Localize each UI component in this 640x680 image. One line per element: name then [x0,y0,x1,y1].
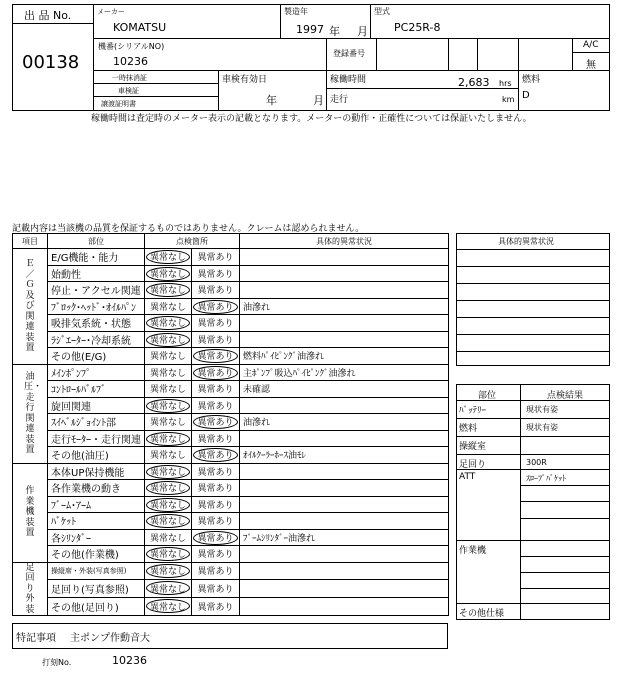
abnormal-check-cell [192,265,240,282]
inspection-row [13,282,449,299]
year-unit: 年 [329,25,340,38]
results-rule [456,418,610,419]
special-notes-label: 特記事項 [16,633,56,644]
abnormal-check-cell [192,598,240,616]
panel-rule [456,266,610,267]
results-rule [456,436,610,437]
normal-label: 異常なし [149,434,186,445]
inspection-row [13,546,449,563]
detail-cell: 油滲れ [240,414,449,431]
abnormal-check-cell [192,397,240,414]
inspection-row [13,315,449,332]
inspection-cert-label: 車検証 [118,87,139,95]
normal-label: 異常なし [149,550,186,561]
selected-circle [193,300,238,314]
distance-unit: km [502,95,515,104]
results-value: 300R [526,458,547,467]
abnormal-check-cell [192,282,240,299]
results-value: ｽﾛｰﾌﾟﾊﾞｹｯﾄ [526,474,566,483]
inspection-row [13,331,449,348]
abnormal-label: 異常あり [197,603,234,614]
results-part: 作業機 [459,546,487,556]
selected-circle [146,399,190,413]
inspection-row [13,364,449,381]
results-rule [456,603,610,604]
part-cell: 停止・アクセル関連 [48,282,145,299]
category-label: 足回り外装 [25,562,35,615]
results-part: ﾊﾞｯﾃﾘｰ [459,406,487,416]
abnormal-label: 異常あり [197,517,234,528]
part-cell: その他(作業機) [48,546,145,563]
part-cell: 始動性 [48,265,145,282]
selected-circle [193,531,238,545]
panel-rule [456,351,610,352]
inspection-row [13,580,449,598]
normal-check-cell [145,381,192,398]
results-part: 足回り [459,460,487,470]
abnormal-check-cell [192,364,240,381]
maker-label: メーカー [97,8,125,16]
normal-label: 異常なし [149,484,186,495]
normal-check-cell [145,513,192,530]
normal-check-cell [145,529,192,546]
abnormal-label: 異常あり [197,550,234,561]
part-cell: ﾗｼﾞｴｰﾀｰ･冷却系統 [48,331,145,348]
abnormal-label: 異常あり [197,418,234,429]
normal-check-cell [145,580,192,598]
results-rule [456,540,610,541]
results-rule [520,518,610,519]
stamp-value: 10236 [112,654,147,667]
inspection-row [13,496,449,513]
normal-label: 異常なし [149,500,186,511]
abnormal-check-cell [192,315,240,332]
fuel-value: D [522,90,530,101]
inspection-row [13,249,449,266]
detail-cell: 油滲れ [240,298,449,315]
selected-circle [146,564,190,578]
ac-label: A/C [583,40,599,50]
part-cell: 各ｼﾘﾝﾀﾞｰ [48,529,145,546]
inspection-row [13,298,449,315]
abnormal-label: 異常あり [197,319,234,330]
normal-check-cell [145,249,192,266]
detail-cell [240,480,449,497]
normal-check-cell [145,331,192,348]
disclaimer: 記載内容は当該機の品質を保証するものではありません。クレームは認められません。 [12,224,365,234]
inspection-row [13,562,449,580]
abnormal-check-cell [192,580,240,598]
hours-value: 2,683 [458,76,490,89]
normal-check-cell [145,430,192,447]
normal-label: 異常なし [149,335,186,346]
selected-circle [146,465,190,479]
abnormal-check-cell [192,513,240,530]
normal-check-cell [145,546,192,563]
abnormal-check-cell [192,546,240,563]
detail-cell [240,546,449,563]
shaken-year-unit: 年 [266,94,277,107]
detail-cell [240,463,449,480]
detail-cell: 燃料ﾊﾟｲﾋﾟﾝｸﾞ油滲れ [240,348,449,365]
fuel-label: 燃料 [522,75,541,85]
normal-check-cell [145,348,192,365]
abnormal-label: 異常あり [197,335,234,346]
abnormal-check-cell [192,529,240,546]
abnormal-label: 異常あり [197,368,234,379]
selected-circle [146,333,190,347]
abnormal-check-cell [192,381,240,398]
selected-circle [146,498,190,512]
registration-label: 登録番号 [333,49,365,58]
lot-number-value: 00138 [22,52,80,73]
shaken-label: 車検有効日 [222,75,268,85]
inspection-row [13,414,449,431]
results-header-part: 部位 [478,391,497,401]
transfer-cert-label: 譲渡証明書 [101,100,136,108]
abnormal-label: 異常あり [197,567,234,578]
stamp-label: 打刻No. [42,658,72,667]
abnormal-label: 異常あり [197,352,234,363]
abnormal-check-cell [192,348,240,365]
serial-value: 10236 [113,55,148,68]
results-rule [520,485,610,486]
detail-cell [240,562,449,580]
temp-plate-label: 一時抹消証 [112,74,147,82]
selected-circle [146,432,190,446]
normal-label: 異常なし [149,418,186,429]
results-part: 操縦室 [459,442,487,452]
ac-value: 無 [586,60,596,71]
selected-circle [193,448,238,462]
panel-rule [456,283,610,284]
inspection-row [13,480,449,497]
panel-rule [456,249,610,250]
hours-note: 稼働時間は査定時のメーター表示の記載となります。メーターの動作・正確性については保証いたしません。 [91,114,532,124]
panel-rule [456,334,610,335]
abnormal-label: 異常あり [197,467,234,478]
shaken-month-unit: 月 [313,94,324,107]
inspection-row [13,447,449,464]
part-cell: 本体UP保持機能 [48,463,145,480]
normal-label: 異常なし [149,286,186,297]
normal-label: 異常なし [149,401,186,412]
selected-circle [146,316,190,330]
normal-check-cell [145,496,192,513]
right-detail-header: 具体的異常状況 [498,237,554,246]
normal-check-cell [145,282,192,299]
detail-cell [240,397,449,414]
year-value: 1997 [296,23,324,36]
normal-label: 異常なし [149,603,186,614]
results-part: 燃料 [459,424,478,434]
selected-circle [146,267,190,281]
selected-circle [146,514,190,528]
col-header-category: 項目 [13,234,48,249]
normal-check-cell [145,364,192,381]
selected-circle [146,250,190,264]
normal-check-cell [145,315,192,332]
results-rule [456,454,610,455]
normal-label: 異常なし [149,319,186,330]
results-table [456,384,610,620]
abnormal-label: 異常あり [197,385,234,396]
normal-check-cell [145,562,192,580]
model-value: PC25R-8 [394,21,441,34]
selected-circle [193,349,238,363]
month-unit: 月 [357,25,368,38]
abnormal-check-cell [192,463,240,480]
inspection-row [13,397,449,414]
detail-cell [240,598,449,616]
part-cell: その他(足回り) [48,598,145,616]
normal-check-cell [145,447,192,464]
inspection-row [13,598,449,616]
inspection-row [13,381,449,398]
detail-cell: ﾌﾞｰﾑｼﾘﾝﾀﾞｰ油滲れ [240,529,449,546]
part-cell: 旋回関連 [48,397,145,414]
part-cell: ｺﾝﾄﾛｰﾙﾊﾞﾙﾌﾞ [48,381,145,398]
special-notes-value: 主ポンプ作動音大 [70,633,150,644]
abnormal-check-cell [192,430,240,447]
inspection-row [13,265,449,282]
normal-label: 異常なし [149,352,186,363]
detail-cell: ｵｲﾙｸｰﾗｰﾎｰｽ油ﾓﾚ [240,447,449,464]
abnormal-label: 異常あり [197,434,234,445]
part-cell: ﾊﾞｹｯﾄ [48,513,145,530]
year-label: 製造年 [284,7,308,16]
detail-cell [240,315,449,332]
abnormal-check-cell [192,562,240,580]
normal-label: 異常なし [149,368,186,379]
results-part: ATT [459,472,476,482]
abnormal-label: 異常あり [197,500,234,511]
results-rule [520,588,610,589]
part-cell: 操縦席・外装(写真参照) [48,562,145,580]
model-label: 型式 [374,7,390,16]
selected-circle [193,415,238,429]
inspection-row [13,529,449,546]
selected-circle [146,481,190,495]
col-header-check: 点検箇所 [145,234,240,249]
inspection-row [13,463,449,480]
distance-label: 走行 [330,95,349,105]
normal-label: 異常なし [149,567,186,578]
lot-number-label: 出 品 No. [24,9,72,22]
normal-check-cell [145,480,192,497]
results-value: 現状有姿 [526,423,558,432]
part-cell: 走行ﾓｰﾀｰ・走行関連 [48,430,145,447]
part-cell: E/G機能・能力 [48,249,145,266]
results-value: 現状有姿 [526,405,558,414]
results-header-result: 点検結果 [547,391,584,401]
normal-label: 異常なし [149,451,186,462]
results-rule [520,501,610,502]
category-label: Ｅ／Ｇ及び関連装置 [25,259,35,353]
normal-check-cell [145,298,192,315]
normal-label: 異常なし [149,517,186,528]
selected-circle [146,547,190,561]
abnormal-label: 異常あり [197,451,234,462]
part-cell: 吸排気系統・状態 [48,315,145,332]
normal-label: 異常なし [149,467,186,478]
results-rule [456,400,610,401]
part-cell: ﾒｲﾝﾎﾟﾝﾌﾟ [48,364,145,381]
normal-label: 異常なし [149,302,186,313]
abnormal-check-cell [192,480,240,497]
results-rule [520,556,610,557]
col-header-part: 部位 [48,234,145,249]
serial-label: 機番(シリアルNO) [98,42,165,51]
panel-rule [456,317,610,318]
normal-check-cell [145,598,192,616]
detail-cell [240,430,449,447]
abnormal-label: 異常あり [197,286,234,297]
normal-label: 異常なし [149,585,186,596]
normal-check-cell [145,265,192,282]
detail-cell [240,331,449,348]
inspection-row [13,430,449,447]
normal-label: 異常なし [149,533,186,544]
detail-cell [240,249,449,266]
abnormal-label: 異常あり [197,585,234,596]
abnormal-label: 異常あり [197,302,234,313]
detail-cell: 未確認 [240,381,449,398]
normal-check-cell [145,463,192,480]
header-frame [12,4,610,111]
normal-check-cell [145,397,192,414]
abnormal-check-cell [192,331,240,348]
abnormal-check-cell [192,447,240,464]
detail-cell [240,580,449,598]
abnormal-check-cell [192,414,240,431]
normal-label: 異常なし [149,269,186,280]
part-cell: ﾌﾞﾛｯｸ･ﾍｯﾄﾞ･ｵｲﾙﾊﾟﾝ [48,298,145,315]
abnormal-check-cell [192,496,240,513]
detail-cell [240,496,449,513]
category-label: 作業機装置 [25,486,35,539]
abnormal-label: 異常あり [197,533,234,544]
abnormal-label: 異常あり [197,401,234,412]
abnormal-check-cell [192,249,240,266]
category-label: 油圧・走行関連装置 [24,371,43,455]
inspection-row [13,348,449,365]
results-rule [520,572,610,573]
abnormal-check-cell [192,298,240,315]
results-part: その他仕様 [459,609,505,619]
inspection-row [13,513,449,530]
panel-rule [456,300,610,301]
normal-label: 異常なし [149,385,186,396]
part-cell: その他(E/G) [48,348,145,365]
detail-cell [240,282,449,299]
inspection-table [12,233,449,616]
part-cell: その他(油圧) [48,447,145,464]
part-cell: ｽｲﾍﾞﾙｼﾞｮｲﾝﾄ部 [48,414,145,431]
part-cell: ﾌﾞｰﾑ･ｱｰﾑ [48,496,145,513]
hours-label: 稼働時間 [330,75,367,85]
maker-value: KOMATSU [113,21,167,34]
selected-circle [146,283,190,297]
col-header-detail: 具体的異常状況 [240,234,449,249]
abnormal-label: 異常あり [197,269,234,280]
selected-circle [193,366,238,380]
detail-cell: 主ﾎﾟﾝﾌﾟ吸込ﾊﾟｲﾋﾟﾝｸﾞ油滲れ [240,364,449,381]
hours-unit: hrs [499,79,512,88]
part-cell: 各作業機の動き [48,480,145,497]
detail-cell [240,265,449,282]
abnormal-label: 異常あり [197,484,234,495]
part-cell: 足回り(写真参照) [48,580,145,598]
normal-check-cell [145,414,192,431]
abnormal-label: 異常あり [197,253,234,264]
normal-label: 異常なし [149,253,186,264]
detail-cell [240,513,449,530]
